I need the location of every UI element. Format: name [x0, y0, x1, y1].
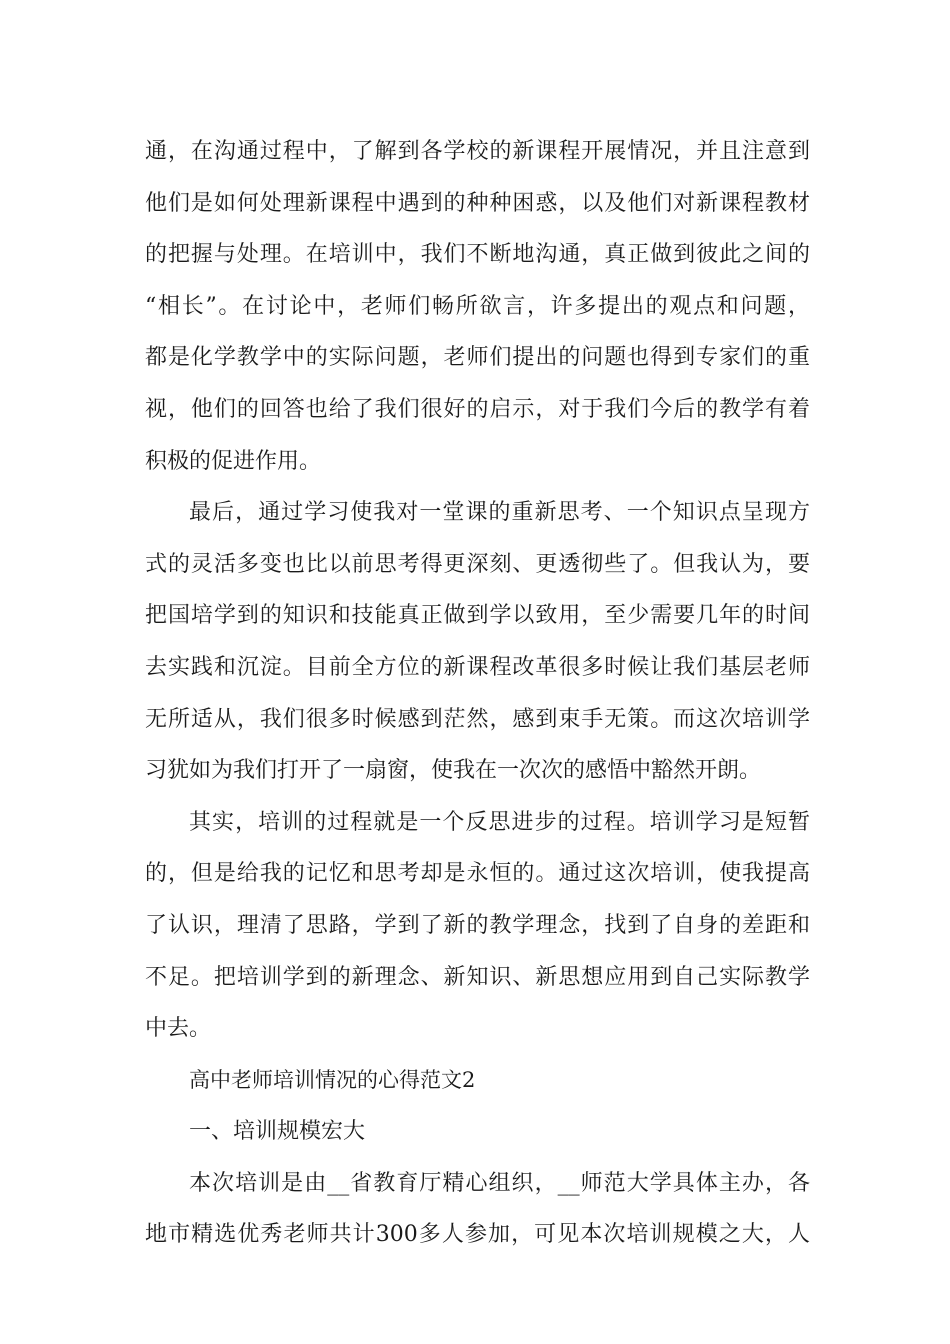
- text-line: 去实践和沉淀。目前全方位的新课程改革很多时候让我们基层老师: [145, 654, 810, 680]
- text-line: 地市精选优秀老师共计300多人参加，可见本次培训规模之大，人: [145, 1222, 810, 1248]
- text-line: 习犹如为我们打开了一扇窗，使我在一次次的感悟中豁然开朗。: [145, 758, 762, 784]
- text-line: 的把握与处理。在培训中，我们不断地沟通，真正做到彼此之间的: [145, 242, 810, 268]
- section-title: 高中老师培训情况的心得范文2: [189, 1067, 476, 1092]
- text-line: 积极的促进作用。: [145, 448, 322, 474]
- text-line: 中去。: [145, 1016, 212, 1042]
- text-line: 他们是如何处理新课程中遇到的种种困惑，以及他们对新课程教材: [145, 190, 810, 216]
- text-line: 了认识，理清了思路，学到了新的教学理念，找到了自身的差距和: [145, 912, 810, 938]
- text-line: 都是化学教学中的实际问题，老师们提出的问题也得到专家们的重: [145, 345, 810, 371]
- paragraph-first-line: 本次培训是由__省教育厅精心组织，__师范大学具体主办，各: [189, 1170, 810, 1196]
- text-line: 通，在沟通过程中，了解到各学校的新课程开展情况，并且注意到: [145, 139, 810, 164]
- text-line: 视，他们的回答也给了我们很好的启示，对于我们今后的教学有着: [145, 396, 810, 422]
- paragraph-first-line: 其实，培训的过程就是一个反思进步的过程。培训学习是短暂: [189, 809, 810, 835]
- document-body: [145, 126, 810, 1261]
- text-line: 把国培学到的知识和技能真正做到学以致用，至少需要几年的时间: [145, 603, 810, 629]
- text-line: “相长”。在讨论中，老师们畅所欲言，许多提出的观点和问题，: [145, 293, 810, 319]
- text-line: 不足。把培训学到的新理念、新知识、新思想应用到自己实际教学: [145, 964, 810, 990]
- paragraph-first-line: 最后，通过学习使我对一堂课的重新思考、一个知识点呈现方: [189, 500, 810, 526]
- text-line: 式的灵活多变也比以前思考得更深刻、更透彻些了。但我认为，要: [145, 551, 810, 577]
- text-line: 无所适从，我们很多时候感到茫然，感到束手无策。而这次培训学: [145, 706, 810, 732]
- section-heading: 一、培训规模宏大: [189, 1119, 366, 1145]
- text-line: 的，但是给我的记忆和思考却是永恒的。通过这次培训，使我提高: [145, 861, 810, 887]
